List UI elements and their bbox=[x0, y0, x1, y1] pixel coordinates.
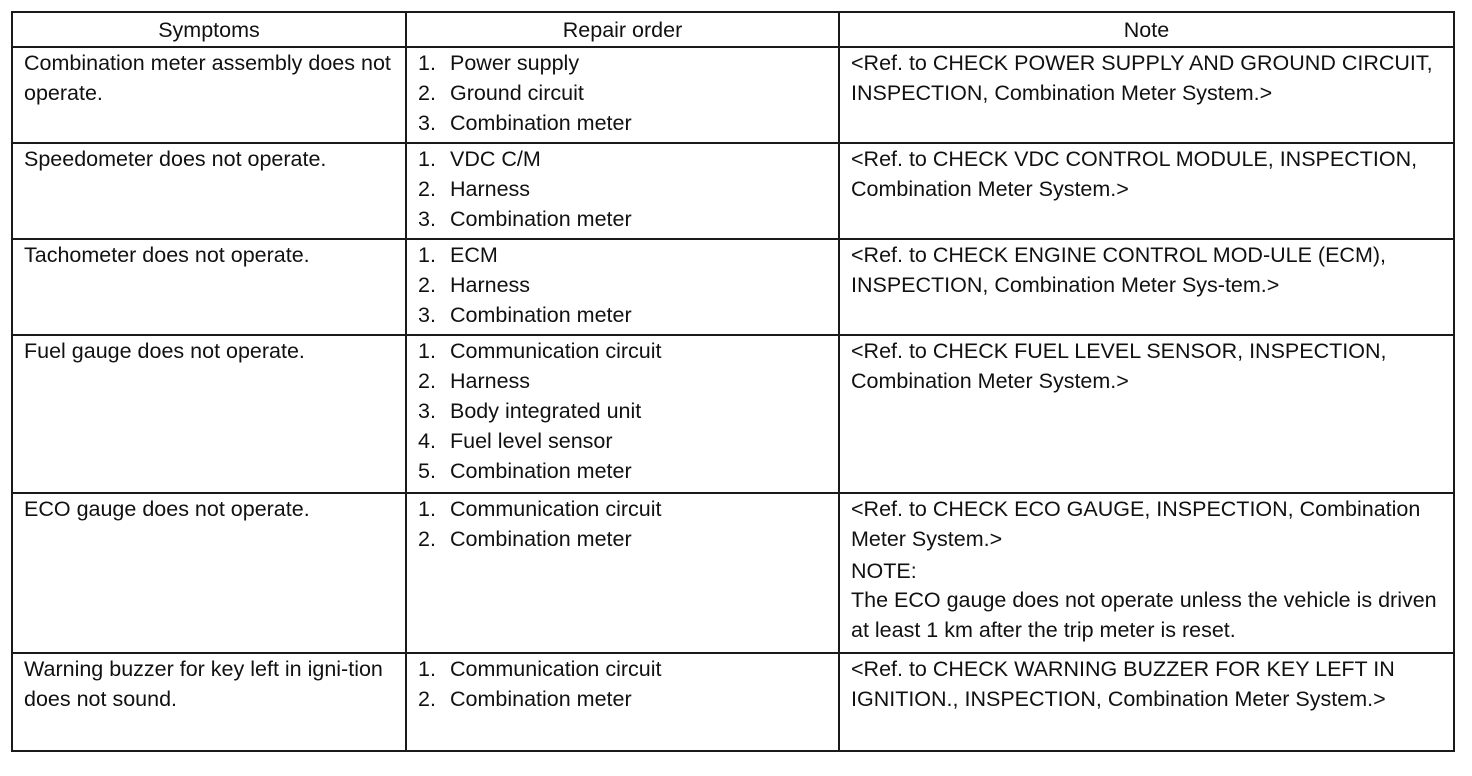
header-symptoms: Symptoms bbox=[12, 12, 406, 47]
note-cell: <Ref. to CHECK POWER SUPPLY AND GROUND CIRCUIT, INSPECTION, Combination Meter System.> bbox=[839, 47, 1454, 143]
repair-step: 2. Combination meter bbox=[418, 687, 632, 711]
note-cell: <Ref. to CHECK WARNING BUZZER FOR KEY LEFT IN IGNITION., INSPECTION, Combination Meter System.> bbox=[839, 653, 1454, 751]
repair-step: 2. Harness bbox=[418, 177, 531, 201]
repair-step: 3. Combination meter bbox=[418, 111, 632, 135]
repair-step: 5. Combination meter bbox=[418, 459, 632, 483]
repair-step: 1. ECM bbox=[418, 243, 498, 267]
table-row bbox=[12, 493, 1454, 653]
repair-step: 1. Communication circuit bbox=[418, 497, 662, 521]
note-cell: <Ref. to CHECK FUEL LEVEL SENSOR, INSPECTION, Combination Meter System.> bbox=[839, 335, 1454, 493]
repair-step: 3. Combination meter bbox=[418, 303, 632, 327]
note-cell bbox=[839, 493, 1454, 653]
header-repair-order: Repair order bbox=[406, 12, 839, 47]
note-cell: <Ref. to CHECK ENGINE CONTROL MOD-ULE (ECM), INSPECTION, Combination Meter Sys-tem.> bbox=[839, 239, 1454, 335]
note-heading: NOTE: bbox=[851, 559, 917, 583]
repair-step: 2. Harness bbox=[418, 273, 531, 297]
repair-order-cell bbox=[406, 239, 839, 335]
symptom-cell: ECO gauge does not operate. bbox=[12, 493, 406, 653]
note-cell: <Ref. to CHECK VDC CONTROL MODULE, INSPECTION, Combination Meter System.> bbox=[839, 143, 1454, 239]
repair-step: 1. Power supply bbox=[418, 51, 580, 75]
table-row bbox=[12, 143, 1454, 239]
repair-step: 1. Communication circuit bbox=[418, 657, 662, 681]
table-row bbox=[12, 653, 1454, 751]
repair-order-cell bbox=[406, 335, 839, 493]
repair-step: 2. Combination meter bbox=[418, 527, 632, 551]
repair-step: 1. Communication circuit bbox=[418, 339, 662, 363]
repair-order-cell bbox=[406, 653, 839, 751]
table-row bbox=[12, 335, 1454, 493]
repair-step: 2. Ground circuit bbox=[418, 81, 584, 105]
symptom-cell: Fuel gauge does not operate. bbox=[12, 335, 406, 493]
repair-step: 4. Fuel level sensor bbox=[418, 429, 613, 453]
table-row bbox=[12, 47, 1454, 143]
symptom-cell: Warning buzzer for key left in igni-tion does not sound. bbox=[12, 653, 406, 751]
symptom-cell: Speedometer does not operate. bbox=[12, 143, 406, 239]
repair-step: 1. VDC C/M bbox=[418, 147, 541, 171]
repair-step: 3. Body integrated unit bbox=[418, 399, 642, 423]
symptom-repair-table bbox=[11, 11, 1455, 752]
note-reference: <Ref. to CHECK ECO GAUGE, INSPECTION, Combination Meter System.> bbox=[851, 497, 1421, 551]
header-row bbox=[12, 12, 1454, 47]
symptom-cell: Tachometer does not operate. bbox=[12, 239, 406, 335]
repair-step: 2. Harness bbox=[418, 369, 531, 393]
note-text: The ECO gauge does not operate unless the vehicle is driven at least 1 km after the trip meter is reset. bbox=[851, 588, 1437, 642]
repair-order-cell bbox=[406, 493, 839, 653]
table-row bbox=[12, 239, 1454, 335]
repair-order-cell bbox=[406, 143, 839, 239]
header-note: Note bbox=[839, 12, 1454, 47]
repair-step: 3. Combination meter bbox=[418, 207, 632, 231]
repair-order-cell bbox=[406, 47, 839, 143]
symptom-cell: Combination meter assembly does not operate. bbox=[12, 47, 406, 143]
